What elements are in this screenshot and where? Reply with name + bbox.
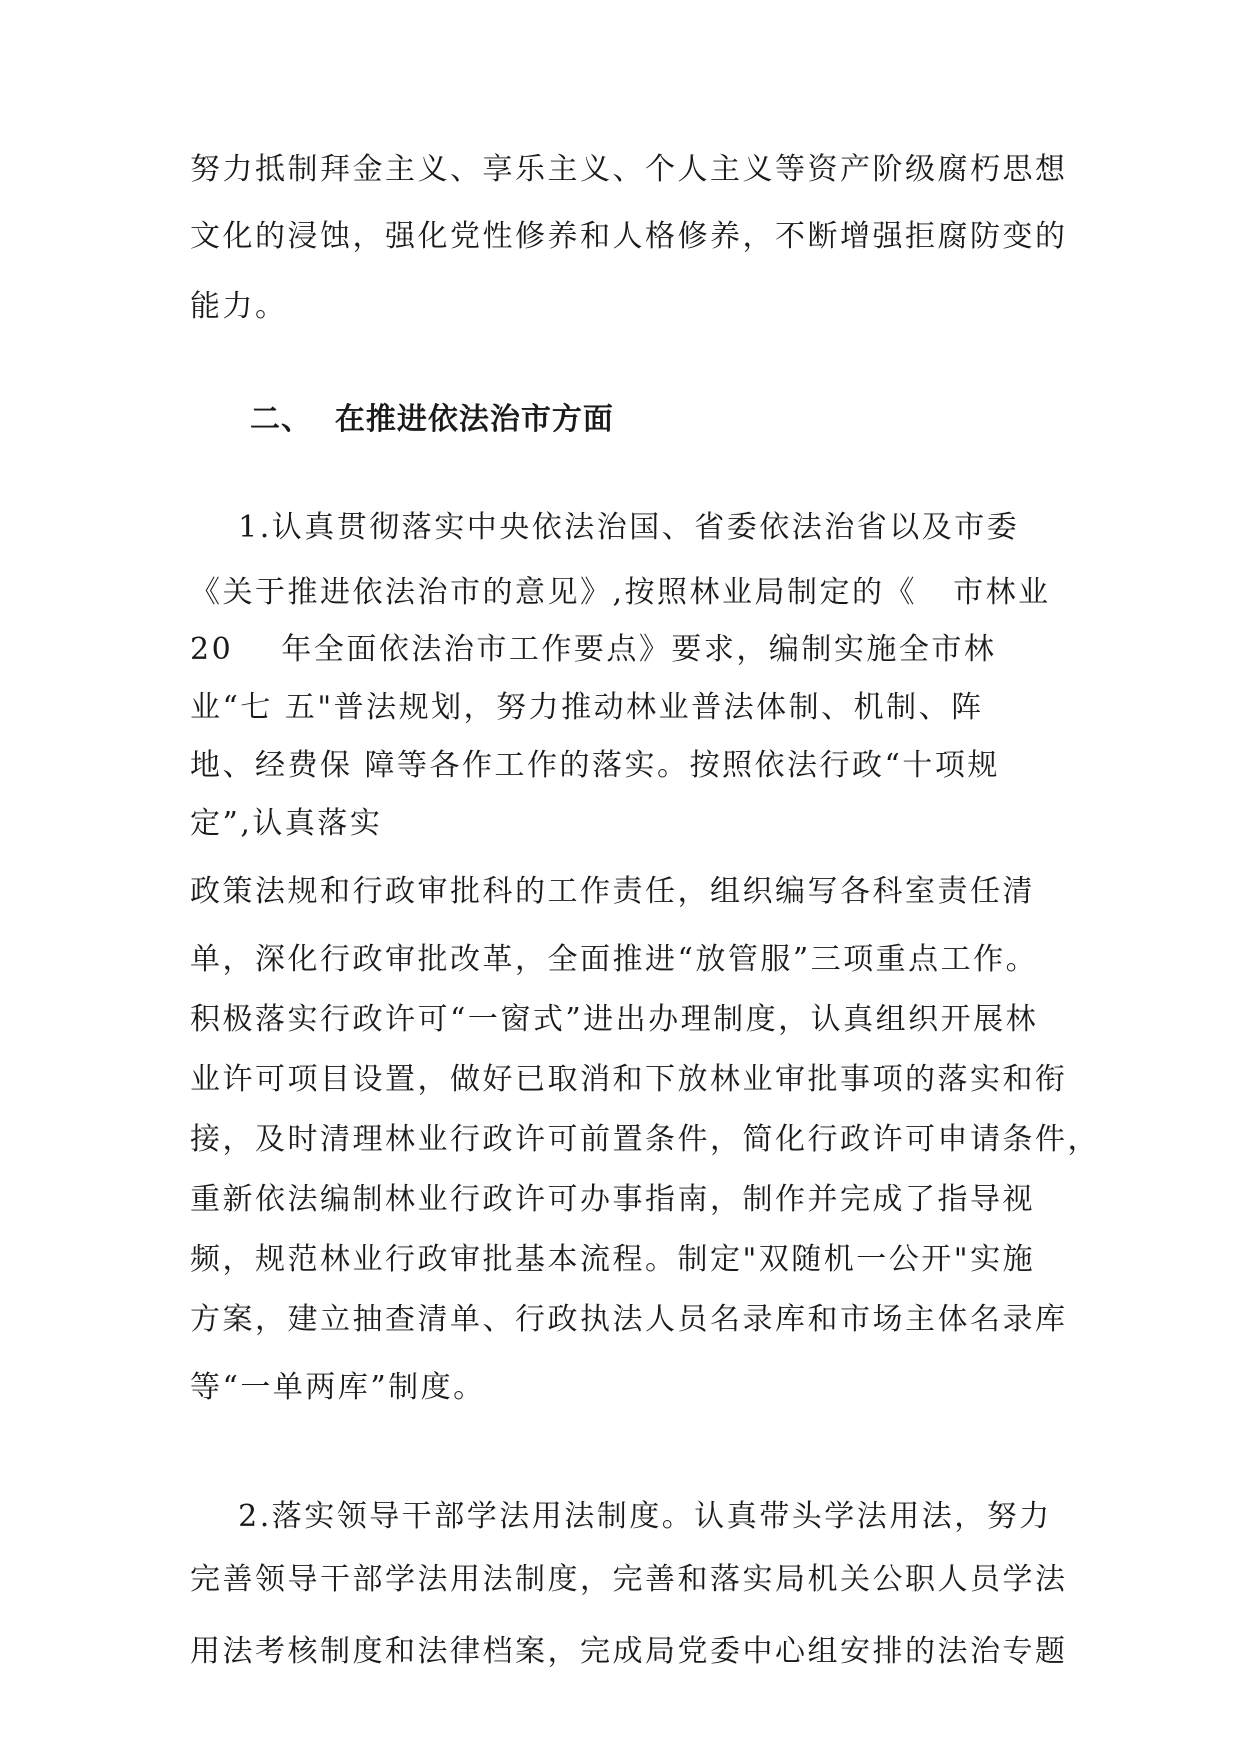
body-text-line: 单，深化行政审批改革，全面推进“放管服”三项重点工作。: [190, 942, 1039, 977]
body-text-line: 政策法规和行政审批科的工作责任，组织编写各科室责任清: [190, 874, 1035, 909]
body-text-line: 1.认真贯彻落实中央依法治国、省委依法治省以及市委: [190, 510, 1020, 545]
body-text-line: 20 年全面依法治市工作要点》要求，编制实施全市林: [190, 632, 997, 667]
body-text-line: 能力。: [190, 289, 288, 324]
body-text-line: 文化的浸蚀，强化党性修养和人格修养，不断增强拒腐防变的: [190, 219, 1068, 254]
body-text-line: 完善领导干部学法用法制度，完善和落实局机关公职人员学法: [190, 1562, 1068, 1597]
body-text-line: 业“七 五"普法规划，努力推动林业普法体制、机制、阵: [190, 690, 984, 725]
body-text-line: 接，及时清理林业行政许可前置条件，简化行政许可申请条件，: [190, 1122, 1100, 1157]
section-heading: 二、 在推进依法治市方面: [250, 402, 614, 437]
body-text-line: 地、经费保 障等各作工作的落实。按照依法行政“十项规: [190, 748, 1000, 783]
body-text-line: 频，规范林业行政审批基本流程。制定"双随机一公开"实施: [190, 1242, 1036, 1277]
body-text-line: 定”,认真落实: [190, 806, 383, 841]
body-text-line: 积极落实行政许可“一窗式”进出办理制度，认真组织开展林: [190, 1002, 1039, 1037]
body-text-line: 业许可项目设置，做好已取消和下放林业审批事项的落实和衔: [190, 1062, 1068, 1097]
body-text-line: 《关于推进依法治市的意见》,按照林业局制定的《 市林业: [190, 575, 1051, 610]
body-text-line: 2.落实领导干部学法用法制度。认真带头学法用法，努力: [190, 1499, 1052, 1534]
body-text-line: 用法考核制度和法律档案，完成局党委中心组安排的法治专题: [190, 1634, 1068, 1669]
body-text-line: 努力抵制拜金主义、享乐主义、个人主义等资产阶级腐朽思想: [190, 152, 1068, 187]
body-text-line: 方案，建立抽查清单、行政执法人员名录库和市场主体名录库: [190, 1302, 1068, 1337]
body-text-line: 重新依法编制林业行政许可办事指南，制作并完成了指导视: [190, 1182, 1035, 1217]
body-text-line: 等“一单两库”制度。: [190, 1370, 486, 1405]
